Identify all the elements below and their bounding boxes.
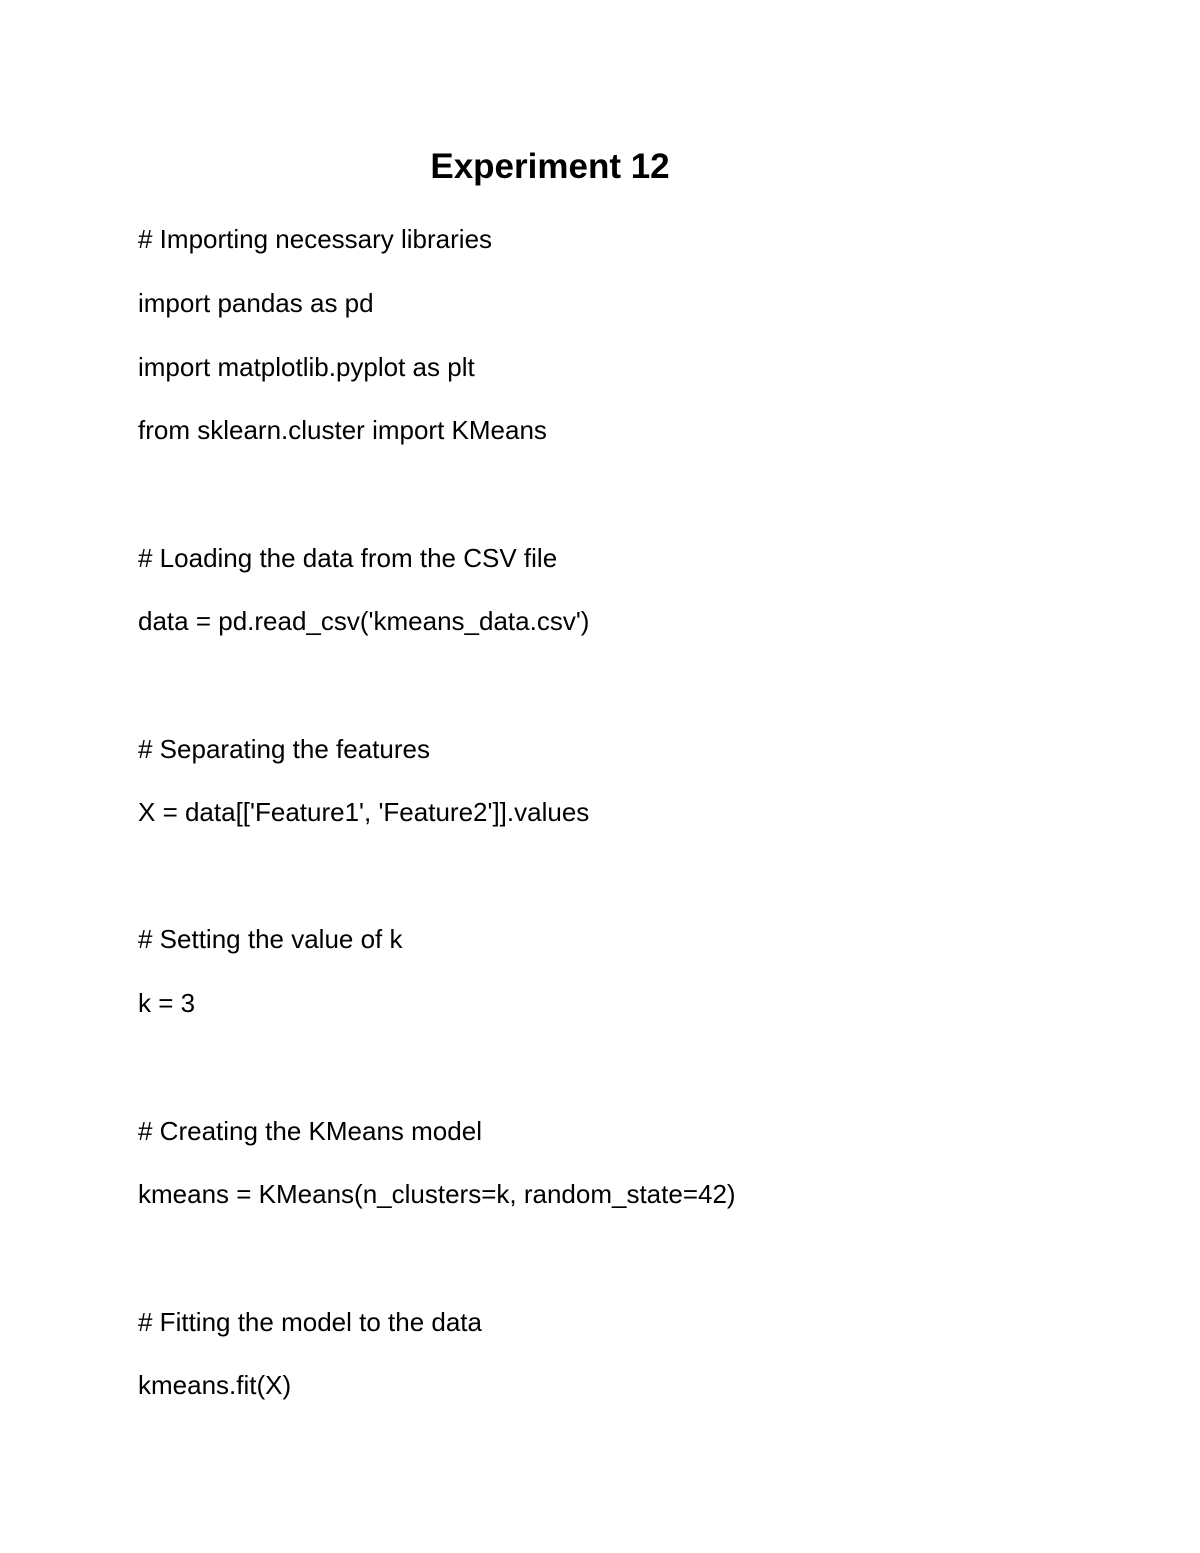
- code-line-set-k: k = 3: [138, 988, 196, 1018]
- code-line-comment-fit: # Fitting the model to the data: [138, 1307, 482, 1337]
- code-line-read-csv: data = pd.read_csv('kmeans_data.csv'): [138, 606, 590, 636]
- code-line-comment-loading: # Loading the data from the CSV file: [138, 543, 558, 573]
- code-line-import-pandas: import pandas as pd: [138, 288, 374, 318]
- code-line-comment-k: # Setting the value of k: [138, 924, 403, 954]
- code-line-comment-features: # Separating the features: [138, 734, 430, 764]
- code-line-fit: kmeans.fit(X): [138, 1370, 292, 1400]
- code-line-comment-imports: # Importing necessary libraries: [138, 224, 493, 254]
- code-line-import-kmeans: from sklearn.cluster import KMeans: [138, 415, 547, 445]
- code-line-features: X = data[['Feature1', 'Feature2']].values: [138, 797, 590, 827]
- page-title: Experiment 12: [430, 147, 670, 186]
- code-line-create-model: kmeans = KMeans(n_clusters=k, random_state=42): [138, 1179, 736, 1209]
- code-line-import-matplotlib: import matplotlib.pyplot as plt: [138, 352, 475, 382]
- code-line-comment-model: # Creating the KMeans model: [138, 1116, 482, 1146]
